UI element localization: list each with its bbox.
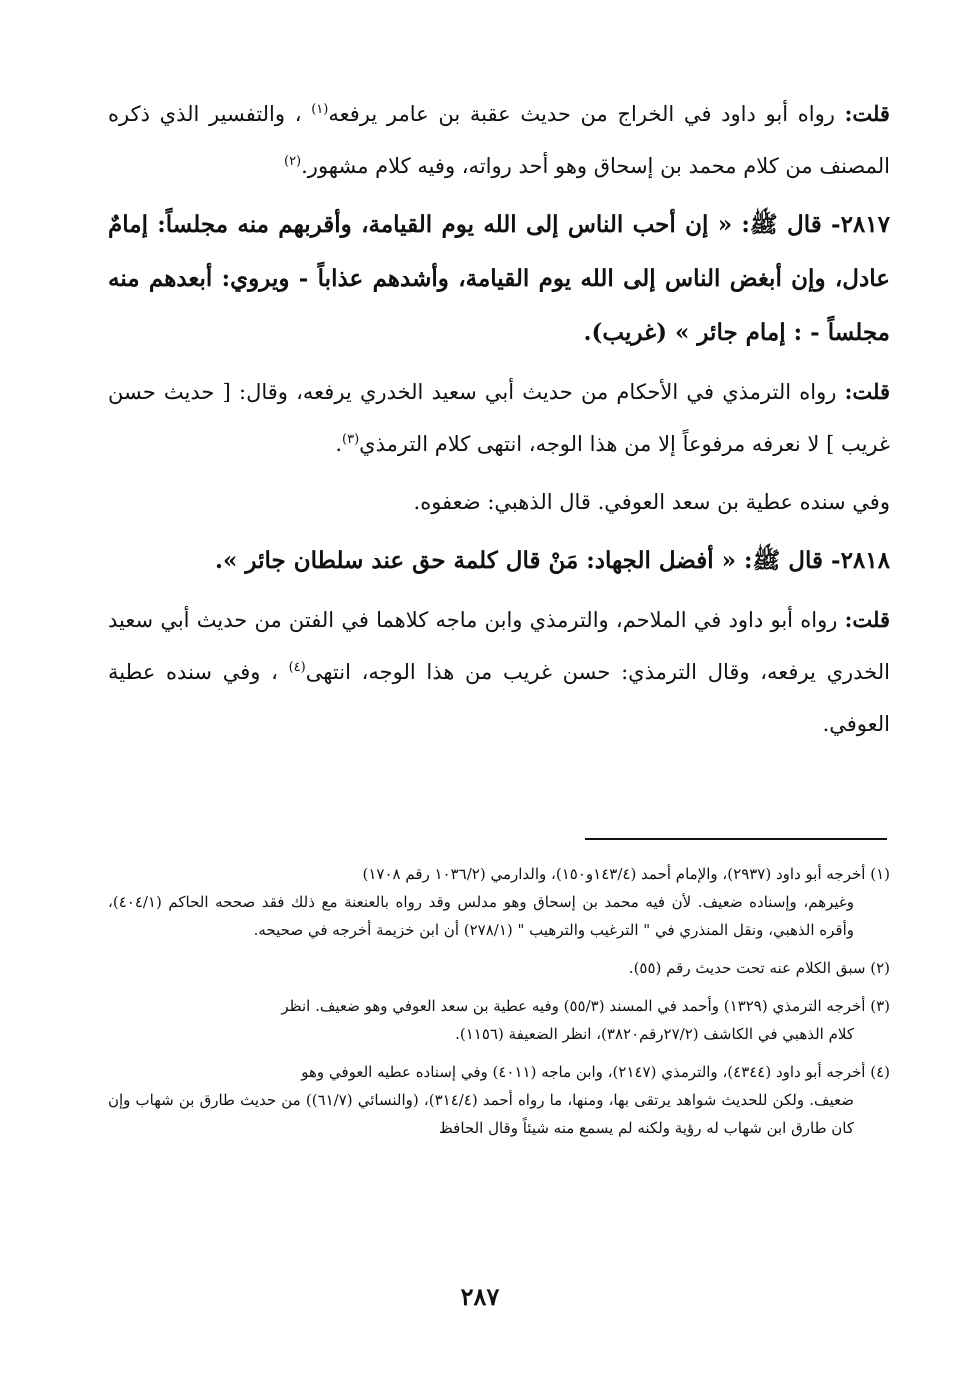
commentary-text: رواه أبو داود في الخراج من حديث عقبة بن عامر يرفعه	[328, 102, 835, 126]
footnote-number: (٣)	[870, 997, 890, 1015]
footnote-text: كلام الذهبي في الكاشف (٢٧/٢رقم٣٨٢٠)، انظر الضعيفة (١١٥٦).	[455, 1025, 854, 1043]
commentary-paragraph-3: وفي سنده عطية بن سعد العوفي. قال الذهبي: ضعفوه.	[413, 490, 890, 514]
footnote-number: (٤)	[870, 1063, 890, 1081]
main-text	[108, 88, 890, 756]
footnote-separator	[585, 838, 887, 840]
footnote-4	[108, 1058, 890, 1142]
footnote-3	[108, 992, 890, 1048]
footnote-text: وغيرهم، وإسناده ضعيف. لأن فيه محمد بن إسحاق وهو مدلس وقد رواه بالعنعنة مع ذلك فقد صححه الحاكم (٤٠٤/١)، وأقره الذهبي، ونقل المنذري في " الترغيب والترهيب " (٢٧٨/١) أن ابن خزيمة أخرجه في صحيحه.	[108, 893, 854, 939]
footnote-ref-2[interactable]: (٢)	[283, 154, 302, 169]
footnote-text: أخرجه أبو داود (٢٩٣٧)، والإمام أحمد (١٤٣/٤و١٥٠)، والدارمي (١٠٣٦/٢ رقم ١٧٠٨)	[362, 865, 866, 883]
footnote-ref-3[interactable]: (٣)	[342, 432, 360, 447]
footnote-2	[108, 954, 890, 982]
commentary-paragraph-4	[108, 594, 890, 750]
commentary-paragraph-2	[108, 366, 890, 470]
footnote-number: (٢)	[870, 959, 890, 977]
page-number: ٢٨٧	[460, 1282, 500, 1311]
hadith-2817: ٢٨١٧- قال ﷺ: « إن أحب الناس إلى الله يوم القيامة، وأقربهم منه مجلساً: إمامٌ عادل، وإن أبغض الناس إلى الله يوم القيامة، وأشدهم عذاباً - ويروي: أبعدهم منه مجلساً - : إمام جائر » (غريب).	[108, 211, 890, 346]
footnote-ref-1[interactable]: (١)	[311, 102, 329, 117]
sentence-end: .	[335, 432, 343, 456]
footnote-text: سبق الكلام عنه تحت حديث رقم (٥٥).	[628, 959, 866, 977]
commentary-label: قلت:	[844, 379, 890, 404]
footnote-number: (١)	[870, 865, 890, 883]
commentary-label: قلت:	[844, 607, 890, 632]
commentary-paragraph-1	[108, 88, 890, 192]
commentary-label: قلت:	[844, 101, 890, 126]
footnote-text: أخرجه الترمذي (١٣٢٩) وأحمد في المسند (٥٥/٣) وفيه عطية بن سعد العوفي وهو ضعيف. انظر	[281, 997, 866, 1015]
commentary-text: ، وفي سنده عطية العوفي.	[108, 660, 890, 736]
footnote-1	[108, 860, 890, 944]
hadith-2818: ٢٨١٨- قال ﷺ: « أفضل الجهاد: مَنْ قال كلمة حق عند سلطان جائر ».	[215, 547, 890, 574]
commentary-text: رواه الترمذي في الأحكام من حديث أبي سعيد الخدري يرفعه، وقال: [ حديث حسن غريب ] لا نعرفه مرفوعاً إلا من هذا الوجه، انتهى كلام الترمذي	[108, 380, 890, 456]
commentary-text: ، والتفسير الذي ذكره المصنف من كلام محمد بن إسحاق وهو أحد رواته، وفيه كلام مشهور.	[108, 102, 890, 178]
footnote-text: ضعيف. ولكن للحديث شواهد يرتقى بها، ومنها، ما رواه أحمد (٣١٤/٤)، (والنسائي (٦١/٧)) من حديث طارق بن شهاب وإن كان طارق ابن شهاب له رؤية ولكنه لم يسمع منه شيئاً وقال الحافظ	[108, 1091, 854, 1137]
commentary-text: رواه أبو داود في الملاحم، والترمذي وابن ماجه كلاهما في الفتن من حديث أبي سعيد الخدري يرفعه، وقال الترمذي: حسن غريب من هذا الوجه، انتهى	[108, 608, 890, 684]
footnote-text: أخرجه أبو داود (٤٣٤٤)، والترمذي (٢١٤٧)، وابن ماجه (٤٠١١) وفي إسناده عطيه العوفي وهو	[301, 1063, 866, 1081]
footnote-ref-4[interactable]: (٤)	[288, 660, 306, 675]
footnotes	[108, 860, 890, 1152]
